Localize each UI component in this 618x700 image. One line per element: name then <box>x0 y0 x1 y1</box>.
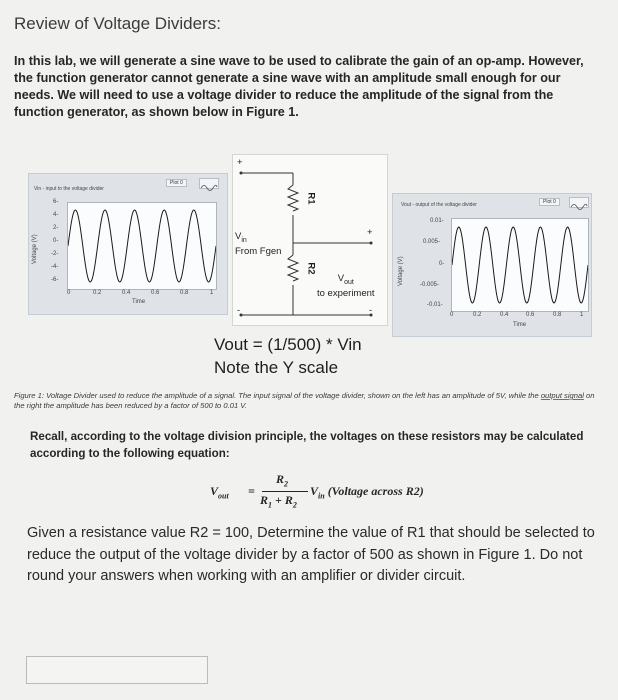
formula-lhs-sub: out <box>218 491 229 501</box>
scale-equation: Vout = (1/500) * Vin <box>214 335 362 354</box>
x-tick: 1 <box>580 312 584 318</box>
x-tick: 0 <box>450 312 454 318</box>
vin-symbol: V <box>235 231 242 242</box>
resistor-r1-label: R1 <box>305 192 317 205</box>
y-tick: 0- <box>53 238 59 244</box>
y-tick: 0.005- <box>423 239 441 245</box>
vin-subscript: in <box>241 236 247 244</box>
input-sine-wave <box>68 203 216 289</box>
y-tick: -4- <box>51 264 59 270</box>
y-tick: 4- <box>53 212 59 218</box>
figure-caption <box>14 391 604 411</box>
output-plot-button[interactable]: Plot 0 <box>539 198 560 206</box>
y-tick: -0.005- <box>420 282 440 288</box>
formula-numerator: R <box>275 472 284 486</box>
vout-label <box>317 273 375 299</box>
minus-terminal: - <box>237 305 241 316</box>
caption-text-end: on the right the amplitude has been reduced by a factor of 500 to 0.01 V. <box>14 391 595 410</box>
x-tick: 0.2 <box>93 290 102 296</box>
vout-destination: to experiment <box>317 287 375 299</box>
x-tick: 0 <box>67 290 71 296</box>
minus-terminal: - <box>369 305 373 316</box>
formula-denominator-sub1: 1 <box>268 500 273 510</box>
output-plot-xlabel: Time <box>513 322 527 328</box>
y-tick: -2- <box>51 251 59 257</box>
output-sine-wave <box>452 219 588 311</box>
scale-note: Note the Y scale <box>214 358 339 377</box>
answer-input[interactable] <box>26 656 208 684</box>
y-tick: 0.01- <box>430 218 444 224</box>
input-plot-button[interactable]: Plot 0 <box>166 179 187 187</box>
section-title: Review of Voltage Dividers: <box>14 14 221 33</box>
formula-denominator-plus: + R <box>272 493 293 507</box>
circuit-diagram <box>232 154 388 326</box>
x-tick: 0.4 <box>500 312 509 318</box>
x-tick: 1 <box>210 290 214 296</box>
x-tick: 0.4 <box>122 290 131 296</box>
input-plot-panel <box>28 173 228 315</box>
formula-rhs: V <box>310 484 319 498</box>
vout-subscript: out <box>344 278 354 286</box>
plus-terminal: + <box>367 227 373 238</box>
wave-icon <box>199 178 219 189</box>
y-tick: -6- <box>51 277 59 283</box>
output-plot-area <box>451 218 589 312</box>
input-plot-title: Vin - input to the voltage divider <box>34 186 104 192</box>
y-tick: -0.01- <box>427 302 443 308</box>
intro-paragraph: In this lab, we will generate a sine wave to be used to calibrate the gain of an op-amp. However, the function generator cannot generate a sine wave with an amplitude small enough for our needs. We will need to use a voltage divider to reduce the amplitude of the signal from the function generator, as shown below in Figure 1. <box>14 54 584 119</box>
x-tick: 0.8 <box>180 290 189 296</box>
plus-terminal: + <box>237 157 243 168</box>
formula-lhs: V <box>210 484 219 498</box>
formula-denominator: R <box>260 493 269 507</box>
output-plot-panel <box>392 193 592 337</box>
vin-label <box>235 231 281 257</box>
resistor-r2-label: R2 <box>305 262 317 275</box>
recall-paragraph: Recall, according to the voltage division principle, the voltages on these resistors may be calculated according to the following equation: <box>30 430 584 460</box>
x-tick: 0.2 <box>473 312 482 318</box>
y-tick: 0- <box>439 261 445 267</box>
caption-text: Figure 1: Voltage Divider used to reduce the amplitude of a signal. The input signal of the voltage divider, shown on the left has an amplitude of 5V, while the <box>14 391 541 400</box>
vin-source: From Fgen <box>235 245 282 257</box>
input-plot-ylabel: Voltage (V) <box>32 234 38 264</box>
x-tick: 0.6 <box>526 312 535 318</box>
output-plot-ylabel: Voltage (V) <box>398 256 404 286</box>
question-text: Given a resistance value R2 = 100, Determine the value of R1 that should be selected to reduce the output of the voltage divider by a factor of 500 as shown in Figure 1. Do not round your answers when working with an amplifier or divider circuit. <box>27 525 595 584</box>
caption-underlined-text: output signal <box>540 391 584 400</box>
formula-denominator-sub2: 2 <box>292 500 297 510</box>
formula-note: (Voltage across R2) <box>324 484 424 498</box>
output-plot-title: Vout - output of the voltage divider <box>401 202 477 208</box>
formula-rhs-sub: in <box>318 491 325 501</box>
formula-equals: = <box>248 484 255 498</box>
input-plot-xlabel: Time <box>132 299 146 305</box>
formula-numerator-sub: 2 <box>284 479 288 489</box>
x-tick: 0.8 <box>553 312 562 318</box>
y-tick: 2- <box>53 225 59 231</box>
input-plot-area <box>67 202 217 290</box>
wave-icon <box>569 197 589 208</box>
y-tick: 6- <box>53 199 59 205</box>
x-tick: 0.6 <box>151 290 160 296</box>
vout-symbol: V <box>337 273 345 284</box>
